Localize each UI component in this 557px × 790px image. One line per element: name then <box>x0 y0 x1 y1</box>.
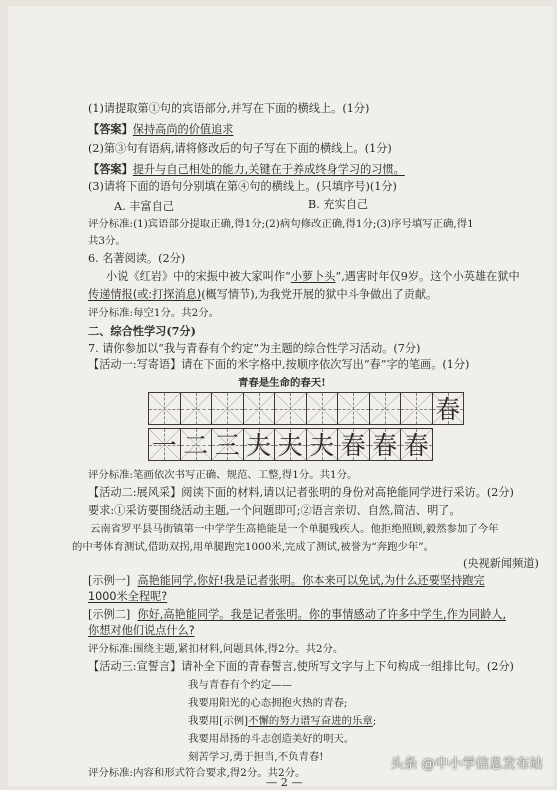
stroke-cell: 春 <box>337 428 370 461</box>
q1-part3: (3)请将下面的语句分别填在第④句的横线上。(只填序号)(1分) <box>88 180 397 193</box>
mizige-cell <box>400 392 433 425</box>
q1-score-total: 共3分。 <box>88 235 126 247</box>
q1-part1-answer <box>88 122 233 137</box>
stroke-cell: 春 <box>400 428 433 461</box>
vow-line5: 刻苦学习,勇于担当,不负青春! <box>188 751 324 763</box>
activity2-requirements: 要求:①采访要围绕活动主题,一个问题即可;②语言亲切、自然,简洁、明了。 <box>88 504 461 517</box>
material-source: (央视新闻频道) <box>463 557 539 570</box>
q1-score-standard: 评分标准:(1)宾语部分提取正确,得1分;(2)病句修改正确,得1分;(3)序号填写正确,得1 <box>88 218 474 230</box>
example1: [示例一] 高艳能同学,你好!我是记者张明。你本来可以免试,为什么还要坚持跑完 <box>88 574 485 587</box>
mizige-cell <box>306 392 339 425</box>
activity3-score: 评分标准:内容和形式符合要求,得2分。共2分。 <box>88 767 306 779</box>
vow-line3: 我要用[示例]不懈的努力谱写奋进的乐章; <box>188 715 377 727</box>
mizige-grid-top <box>148 392 463 425</box>
fill-blank: 不懈的努力谱写奋进的乐章 <box>248 715 373 727</box>
option-a: A. 丰富自己 <box>114 200 174 213</box>
exam-page <box>8 6 553 789</box>
activity2-score: 评分标准:围绕主题,紧扣材料,问题具体,得2分。共2分。 <box>88 643 344 655</box>
page-number: — 2 — <box>266 776 303 789</box>
vow-line4: 我要用昂扬的斗志创造美好的明天。 <box>188 733 355 745</box>
option-b: B. 充实自己 <box>308 198 369 211</box>
example1-cont: 1000米全程呢? <box>88 590 168 603</box>
vow-line1: 我与青春有个约定—— <box>188 679 292 691</box>
vow-line2: 我要用阳光的心态拥抱火热的青春; <box>188 697 348 709</box>
q6-line2: 传递情报(或:打探消息)(概写情节),为我党开展的狱中斗争做出了贡献。 <box>88 288 438 301</box>
answer-label: 【答案】 <box>88 122 133 136</box>
fill-blank: 传递情报(或:打探消息) <box>88 288 202 301</box>
q1-part2: (2)第③句有语病,请将修改后的句子写在下面的横线上。(1分) <box>88 142 392 155</box>
watermark: 头条 @中小学信息发布站 <box>390 756 543 772</box>
mizige-cell: 春 <box>432 392 465 425</box>
example2: [示例二] 你好,高艳能同学。我是记者张明。你的事情感动了许多中学生,作为同龄人, <box>88 608 507 621</box>
activity3-prompt: 【活动三:宣誓言】请补全下面的青春誓言,使所写文字与上下句构成一组排比句。(2分) <box>88 660 514 673</box>
mizige-cell <box>337 392 370 425</box>
motto-text: 青春是生命的春天! <box>238 377 326 389</box>
material-line2: 的中考体育测试,借助双拐,用单腿跑完1000米,完成了测试,被誉为“奔跑少年”。 <box>72 541 434 553</box>
mizige-cell <box>180 392 213 425</box>
mizige-cell <box>369 392 402 425</box>
q1-part1: (1)请提取第①句的宾语部分,并写在下面的横线上。(1分) <box>88 102 370 115</box>
activity1-prompt: 【活动一:写寄语】请在下面的米字格中,按顺序依次写出“春”字的笔画。(1分) <box>88 358 470 371</box>
material-line1: 云南省罗平县马街镇第一中学学生高艳能是一个单腿残疾人。他拒绝照顾,毅然参加了今年 <box>90 523 499 535</box>
section-heading: 二、综合性学习(7分) <box>88 324 196 338</box>
stroke-cell: 二 <box>180 428 213 461</box>
stroke-cell: 三 <box>211 428 244 461</box>
stroke-cell: 春 <box>369 428 402 461</box>
mizige-grid-bottom <box>148 428 432 461</box>
answer-text: 提升与自己相处的能力,关键在于养成终身学习的习惯。 <box>132 163 405 176</box>
mizige-cell <box>274 392 307 425</box>
q1-part2-answer <box>88 162 405 177</box>
stroke-cell: 夫 <box>306 428 339 461</box>
mizige-cell <box>148 392 181 425</box>
mizige-cell <box>211 392 244 425</box>
answer-text: 保持高尚的价值追求 <box>132 123 234 136</box>
stroke-cell: 一 <box>148 428 181 461</box>
activity2-prompt: 【活动二:展风采】阅读下面的材料,请以记者张明的身份对高艳能同学进行采访。(2分) <box>88 486 514 499</box>
stroke-cell: 夫 <box>274 428 307 461</box>
fill-blank: 小萝卜头 <box>290 270 336 283</box>
stroke-cell: 夫 <box>243 428 276 461</box>
example2-cont: 你想对他们说点什么? <box>88 624 195 637</box>
activity1-score: 评分标准:笔画依次书写正确、规范、工整,得1分。共1分。 <box>88 469 358 481</box>
q6-score-standard: 评分标准:每空1分。共2分。 <box>88 307 220 319</box>
q6-line1: 小说《红岩》中的宋振中被大家叫作“小萝卜头”,遇害时年仅9岁。这个小英雄在狱中 <box>106 270 520 283</box>
answer-label: 【答案】 <box>88 162 133 176</box>
q7-title: 7. 请你参加以“我与青春有个约定”为主题的综合性学习活动。(7分) <box>88 342 421 355</box>
mizige-cell <box>243 392 276 425</box>
q6-title: 6. 名著阅读。(2分) <box>88 252 186 265</box>
